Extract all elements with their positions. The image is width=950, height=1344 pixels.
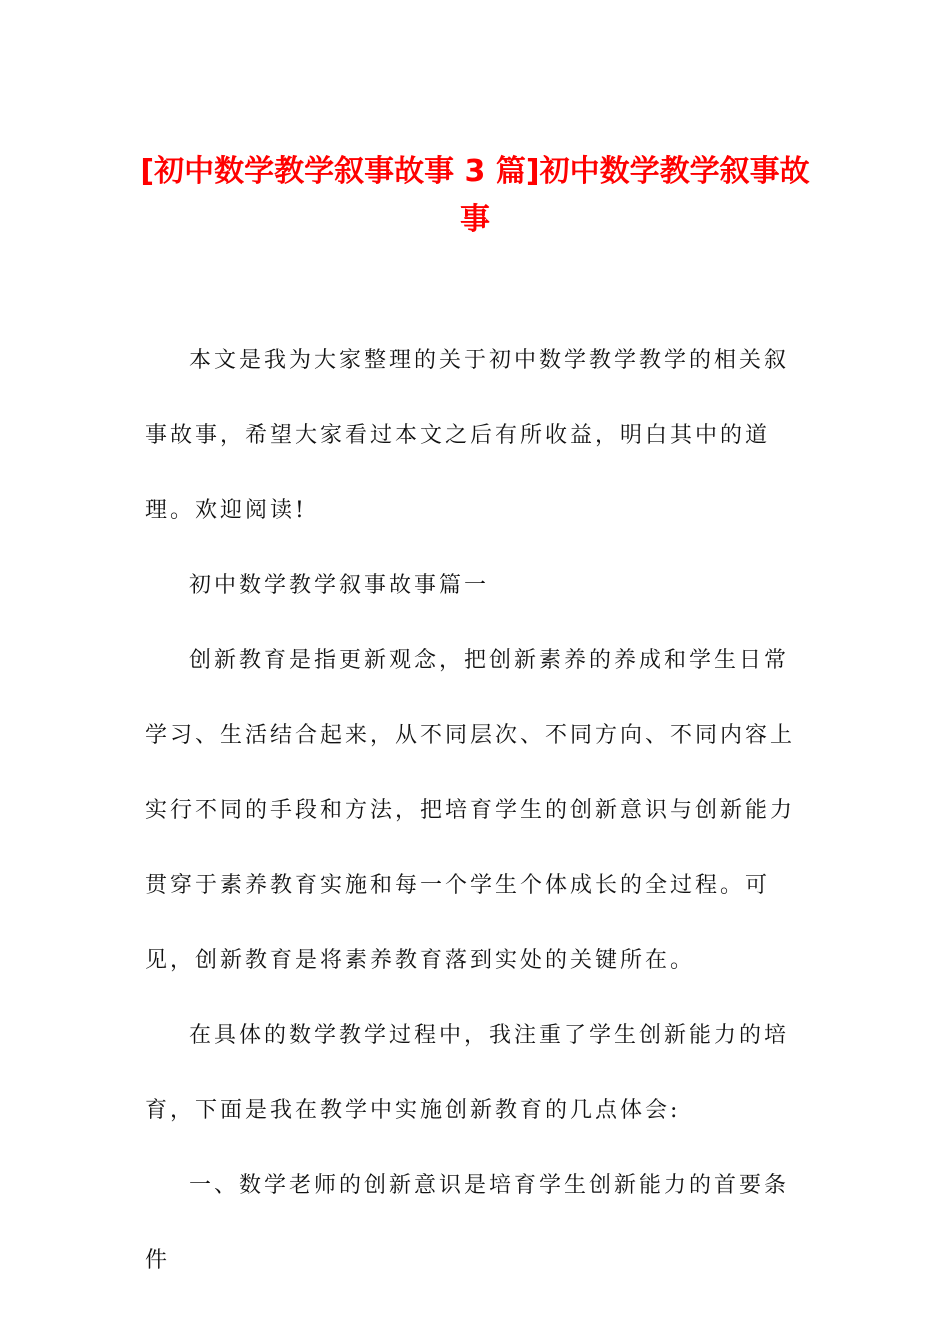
body-paragraph: 一、数学老师的创新意识是培育学生创新能力的首要条件 bbox=[145, 1173, 790, 1273]
section-heading: 初中数学教学叙事故事篇一 bbox=[189, 573, 490, 598]
document-title: [初中数学教学叙事故事 3 篇]初中数学教学叙事故事 bbox=[140, 154, 810, 237]
intro-paragraph: 本文是我为大家整理的关于初中数学教学教学的相关叙事故事，希望大家看过本文之后有所收益，明白其中的道理。欢迎阅读! bbox=[145, 348, 790, 523]
body-paragraph: 创新教育是指更新观念，把创新素养的养成和学生日常学习、生活结合起来，从不同层次、不同方向、不同内容上实行不同的手段和方法，把培育学生的创新意识与创新能力贯穿于素养教育实施和每一个学生个体成长的全过程。可见，创新教育是将素养教育落到实处的关键所在。 bbox=[145, 648, 796, 973]
body-paragraph: 在具体的数学教学过程中，我注重了学生创新能力的培育，下面是我在教学中实施创新教育的几点体会: bbox=[145, 1023, 790, 1123]
document-body bbox=[145, 323, 795, 1298]
